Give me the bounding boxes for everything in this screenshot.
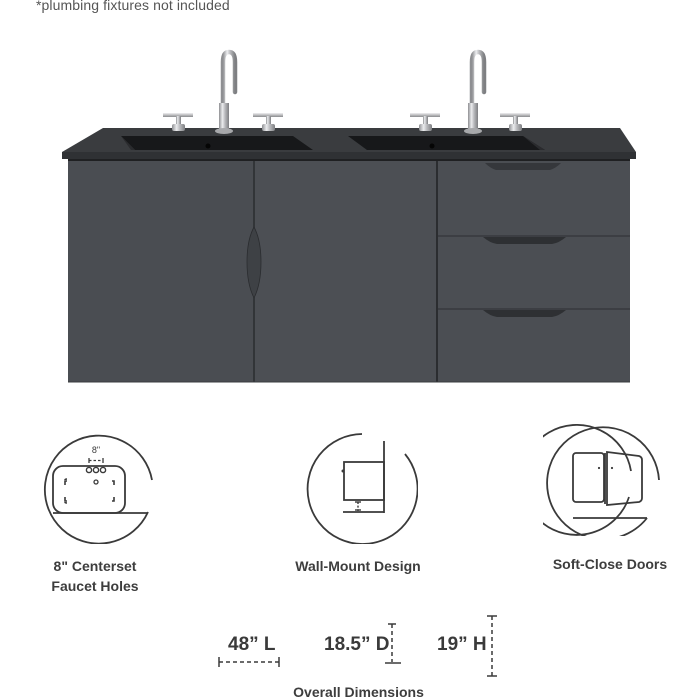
depth-arrow-icon bbox=[384, 622, 404, 668]
right-basin bbox=[348, 136, 545, 150]
dimension-length: 48” L bbox=[228, 634, 276, 655]
faucet-holes-icon bbox=[40, 432, 160, 544]
drawer-top[interactable] bbox=[438, 161, 630, 235]
right-faucet-set bbox=[410, 52, 530, 134]
left-door[interactable] bbox=[68, 161, 253, 382]
feature-label-faucet-holes bbox=[30, 556, 160, 596]
left-faucet-set bbox=[163, 52, 283, 134]
left-basin bbox=[121, 136, 313, 150]
dimension-depth: 18.5” D bbox=[324, 634, 390, 655]
feature-label-wall-mount: Wall-Mount Design bbox=[295, 558, 421, 574]
height-arrow-icon bbox=[484, 614, 500, 680]
soft-close-doors-circle bbox=[543, 424, 673, 536]
feature-label-line2: Faucet Holes bbox=[51, 578, 139, 594]
length-arrow-icon bbox=[216, 656, 286, 668]
wall-mount-icon bbox=[298, 432, 418, 544]
feature-label-line1: 8" Centerset bbox=[53, 558, 137, 574]
disclaimer-note: *plumbing fixtures not included bbox=[36, 0, 230, 13]
dimensions-title: Overall Dimensions bbox=[293, 684, 424, 700]
right-door[interactable] bbox=[255, 161, 436, 382]
faucet-spacing-text: 8" bbox=[91, 445, 101, 455]
drawer-middle[interactable] bbox=[438, 237, 630, 309]
dimension-height: 19” H bbox=[437, 634, 487, 655]
feature-label-soft-close: Soft-Close Doors bbox=[552, 556, 668, 572]
drawer-bottom[interactable] bbox=[438, 310, 630, 382]
